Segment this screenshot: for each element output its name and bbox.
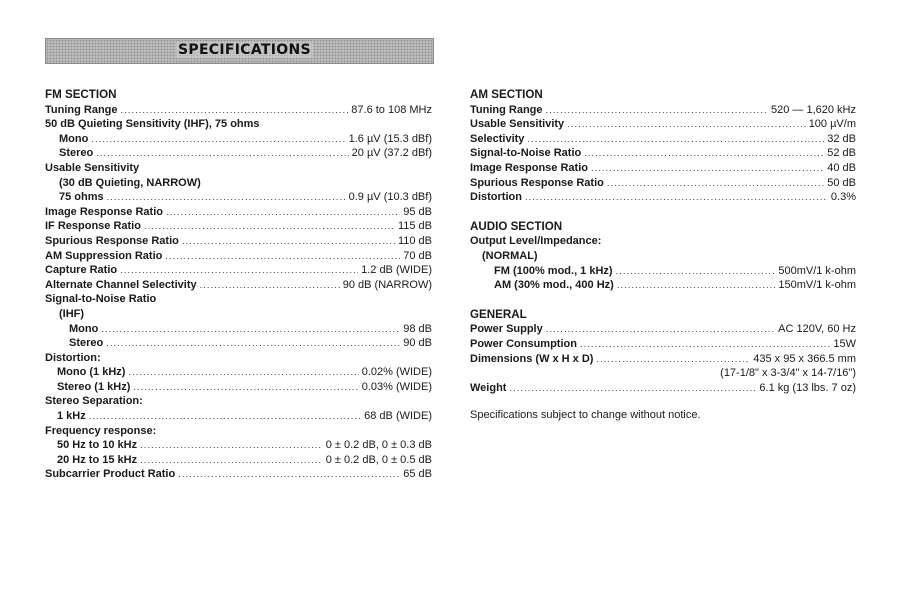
spec-row — [45, 263, 432, 278]
spec-value: 15W — [833, 337, 856, 350]
spec-label: Power Consumption — [470, 337, 577, 350]
spec-row — [45, 336, 432, 351]
spec-label: Mono — [69, 322, 99, 335]
spec-value: 90 dB — [403, 337, 432, 350]
spec-heading — [45, 424, 432, 439]
spec-label: Mono — [59, 132, 89, 145]
page-title: SPECIFICATIONS — [178, 42, 311, 58]
spec-label: 50 Hz to 10 kHz — [57, 439, 138, 452]
spec-value: 0.03% (WIDE) — [361, 380, 432, 393]
spec-value: 0.9 µV (10.3 dBf) — [348, 191, 432, 204]
leader-dots — [527, 133, 824, 147]
spec-value: 0.3% — [830, 191, 856, 204]
spec-value: AC 120V, 60 Hz — [778, 323, 856, 336]
spec-row — [470, 146, 856, 161]
spec-label: 1 kHz — [57, 410, 86, 423]
section-title: FM SECTION — [45, 88, 117, 101]
spec-heading-label: Distortion: — [45, 351, 101, 364]
leader-dots — [91, 133, 345, 147]
spec-value: 98 dB — [403, 322, 432, 335]
spec-row — [45, 205, 432, 220]
spec-row — [45, 453, 432, 468]
section-title: GENERAL — [470, 307, 527, 321]
specifications-banner — [45, 38, 434, 64]
right-spec-list — [470, 88, 856, 395]
spec-label: Tuning Range — [45, 103, 118, 116]
spec-row — [45, 249, 432, 264]
spec-label: Spurious Response Ratio — [45, 234, 179, 247]
spec-label: Distortion — [470, 191, 522, 204]
spec-row — [45, 219, 432, 234]
spec-row — [470, 322, 856, 337]
spec-label: FM (100% mod., 1 kHz) — [494, 264, 613, 277]
spec-heading — [45, 176, 432, 191]
spec-row — [45, 146, 432, 161]
spec-row — [45, 467, 432, 482]
spec-label: Alternate Channel Selectivity — [45, 278, 197, 291]
spec-row — [45, 380, 432, 395]
spec-label: Image Response Ratio — [470, 161, 588, 174]
spec-value: 0 ± 0.2 dB, 0 ± 0.5 dB — [325, 453, 432, 466]
spec-label: AM (30% mod., 400 Hz) — [494, 279, 614, 292]
leader-dots — [591, 162, 824, 176]
spec-row — [45, 278, 432, 293]
spec-row — [470, 352, 856, 367]
spec-value: 115 dB — [397, 220, 432, 233]
leader-dots — [89, 410, 361, 424]
spec-row — [470, 117, 856, 132]
spec-label: Stereo — [59, 147, 94, 160]
spec-value: 90 dB (NARROW) — [342, 278, 432, 291]
spec-label: Spurious Response Ratio — [470, 176, 604, 189]
leader-dots — [165, 250, 400, 264]
spec-heading-label: Frequency response: — [45, 424, 157, 437]
leader-dots — [101, 323, 400, 337]
spec-heading — [45, 292, 432, 307]
spec-value: 0 ± 0.2 dB, 0 ± 0.3 dB — [325, 439, 432, 452]
spec-value: 52 dB — [827, 147, 856, 160]
spec-label: Capture Ratio — [45, 264, 118, 277]
leader-dots — [121, 104, 349, 118]
spec-label: 20 Hz to 15 kHz — [57, 453, 138, 466]
spec-value: 50 dB — [827, 176, 856, 189]
spec-value: 1.6 µV (15.3 dBf) — [348, 132, 432, 145]
leader-dots — [617, 279, 776, 293]
spec-label: IF Response Ratio — [45, 220, 141, 233]
spec-value: 500mV/1 k-ohm — [778, 264, 856, 277]
spec-row — [45, 103, 432, 118]
spec-value: 32 dB — [827, 132, 856, 145]
spec-row — [45, 190, 432, 205]
spec-row — [470, 176, 856, 191]
leader-dots — [182, 235, 395, 249]
spec-label: Weight — [470, 381, 507, 394]
spec-label: Stereo (1 kHz) — [57, 380, 131, 393]
spec-row — [470, 103, 856, 118]
specifications-note: Specifications subject to change without notice. — [470, 409, 701, 422]
spec-row — [45, 438, 432, 453]
spec-label: Power Supply — [470, 323, 543, 336]
spec-value: 95 dB — [403, 205, 432, 218]
spec-value: 6.1 kg (13 lbs. 7 oz) — [759, 381, 856, 394]
spec-row — [45, 365, 432, 380]
leader-dots — [525, 191, 828, 205]
spec-heading-label: Stereo Separation: — [45, 395, 143, 408]
spec-label: Selectivity — [470, 132, 525, 145]
leader-dots — [166, 206, 400, 220]
spec-row — [470, 264, 856, 279]
spec-value: 520 — 1,620 kHz — [771, 103, 856, 116]
fm-section-column — [45, 88, 432, 482]
spec-value: 65 dB — [403, 468, 432, 481]
spec-label: Tuning Range — [470, 103, 543, 116]
leader-dots — [140, 439, 323, 453]
spec-row — [45, 132, 432, 147]
spec-label: Subcarrier Product Ratio — [45, 468, 176, 481]
leader-dots — [616, 265, 776, 279]
spec-heading — [45, 307, 432, 322]
spec-row — [470, 278, 856, 293]
leader-dots — [178, 468, 400, 482]
spec-label: Usable Sensitivity — [470, 118, 565, 131]
spec-value: (17-1/8" x 3-3/4" x 14-7/16") — [720, 367, 856, 380]
spec-label: Signal-to-Noise Ratio — [470, 147, 582, 160]
leader-dots — [106, 337, 400, 351]
leader-dots — [200, 279, 340, 293]
spec-value: 150mV/1 k-ohm — [778, 279, 856, 292]
spec-row — [470, 381, 856, 396]
spec-heading-label: (IHF) — [59, 307, 85, 320]
spec-value: 100 µV/m — [808, 118, 856, 131]
spec-heading — [45, 351, 432, 366]
spec-value: 87.6 to 108 MHz — [351, 103, 432, 116]
spec-label: AM Suppression Ratio — [45, 249, 163, 262]
section-title: AM SECTION — [470, 88, 543, 101]
spec-value: 1.2 dB (WIDE) — [361, 264, 432, 277]
leader-dots — [140, 454, 323, 468]
spec-value: 110 dB — [397, 234, 432, 247]
leader-dots — [596, 353, 750, 367]
spec-row — [45, 322, 432, 337]
leader-dots — [567, 118, 806, 132]
section-title: AUDIO SECTION — [470, 219, 563, 233]
spec-heading-label: (30 dB Quieting, NARROW) — [59, 176, 201, 189]
leader-dots — [133, 381, 358, 395]
spec-heading — [45, 394, 432, 409]
section-gap — [470, 293, 856, 308]
spec-row — [45, 409, 432, 424]
spec-row-continuation — [470, 366, 856, 381]
spec-heading — [470, 249, 856, 264]
spec-row — [470, 190, 856, 205]
spec-heading — [470, 234, 856, 249]
am-audio-general-column — [470, 88, 856, 423]
leader-dots — [128, 366, 358, 380]
spec-row — [470, 337, 856, 352]
spec-value: 20 µV (37.2 dBf) — [351, 147, 432, 160]
leader-dots — [546, 323, 775, 337]
spec-value: 70 dB — [403, 249, 432, 262]
spec-row — [470, 161, 856, 176]
spec-heading-label: (NORMAL) — [482, 249, 538, 262]
spec-heading-label: Signal-to-Noise Ratio — [45, 293, 157, 306]
spec-value: 0.02% (WIDE) — [361, 366, 432, 379]
spec-label: Mono (1 kHz) — [57, 366, 126, 379]
leader-dots — [509, 382, 756, 396]
section-gap — [470, 205, 856, 220]
spec-heading — [45, 117, 432, 132]
spec-label: 75 ohms — [59, 191, 104, 204]
spec-label: Stereo — [69, 337, 104, 350]
leader-dots — [580, 338, 830, 352]
leader-dots — [96, 147, 348, 161]
spec-row — [45, 234, 432, 249]
spec-value: 40 dB — [827, 161, 856, 174]
leader-dots — [120, 264, 358, 278]
leader-dots — [584, 147, 824, 161]
leader-dots — [546, 104, 768, 118]
spec-heading-label: Usable Sensitivity — [45, 161, 140, 174]
spec-heading — [45, 161, 432, 176]
spec-heading-label: Output Level/Impedance: — [470, 235, 602, 248]
spec-value: 435 x 95 x 366.5 mm — [753, 352, 856, 365]
leader-dots — [107, 191, 346, 205]
leader-dots — [607, 177, 824, 191]
spec-value: 68 dB (WIDE) — [364, 410, 432, 423]
leader-dots — [144, 220, 395, 234]
spec-label: Image Response Ratio — [45, 205, 163, 218]
spec-label: Dimensions (W x H x D) — [470, 352, 594, 365]
spec-heading-label: 50 dB Quieting Sensitivity (IHF), 75 ohms — [45, 118, 260, 131]
spec-row — [470, 132, 856, 147]
